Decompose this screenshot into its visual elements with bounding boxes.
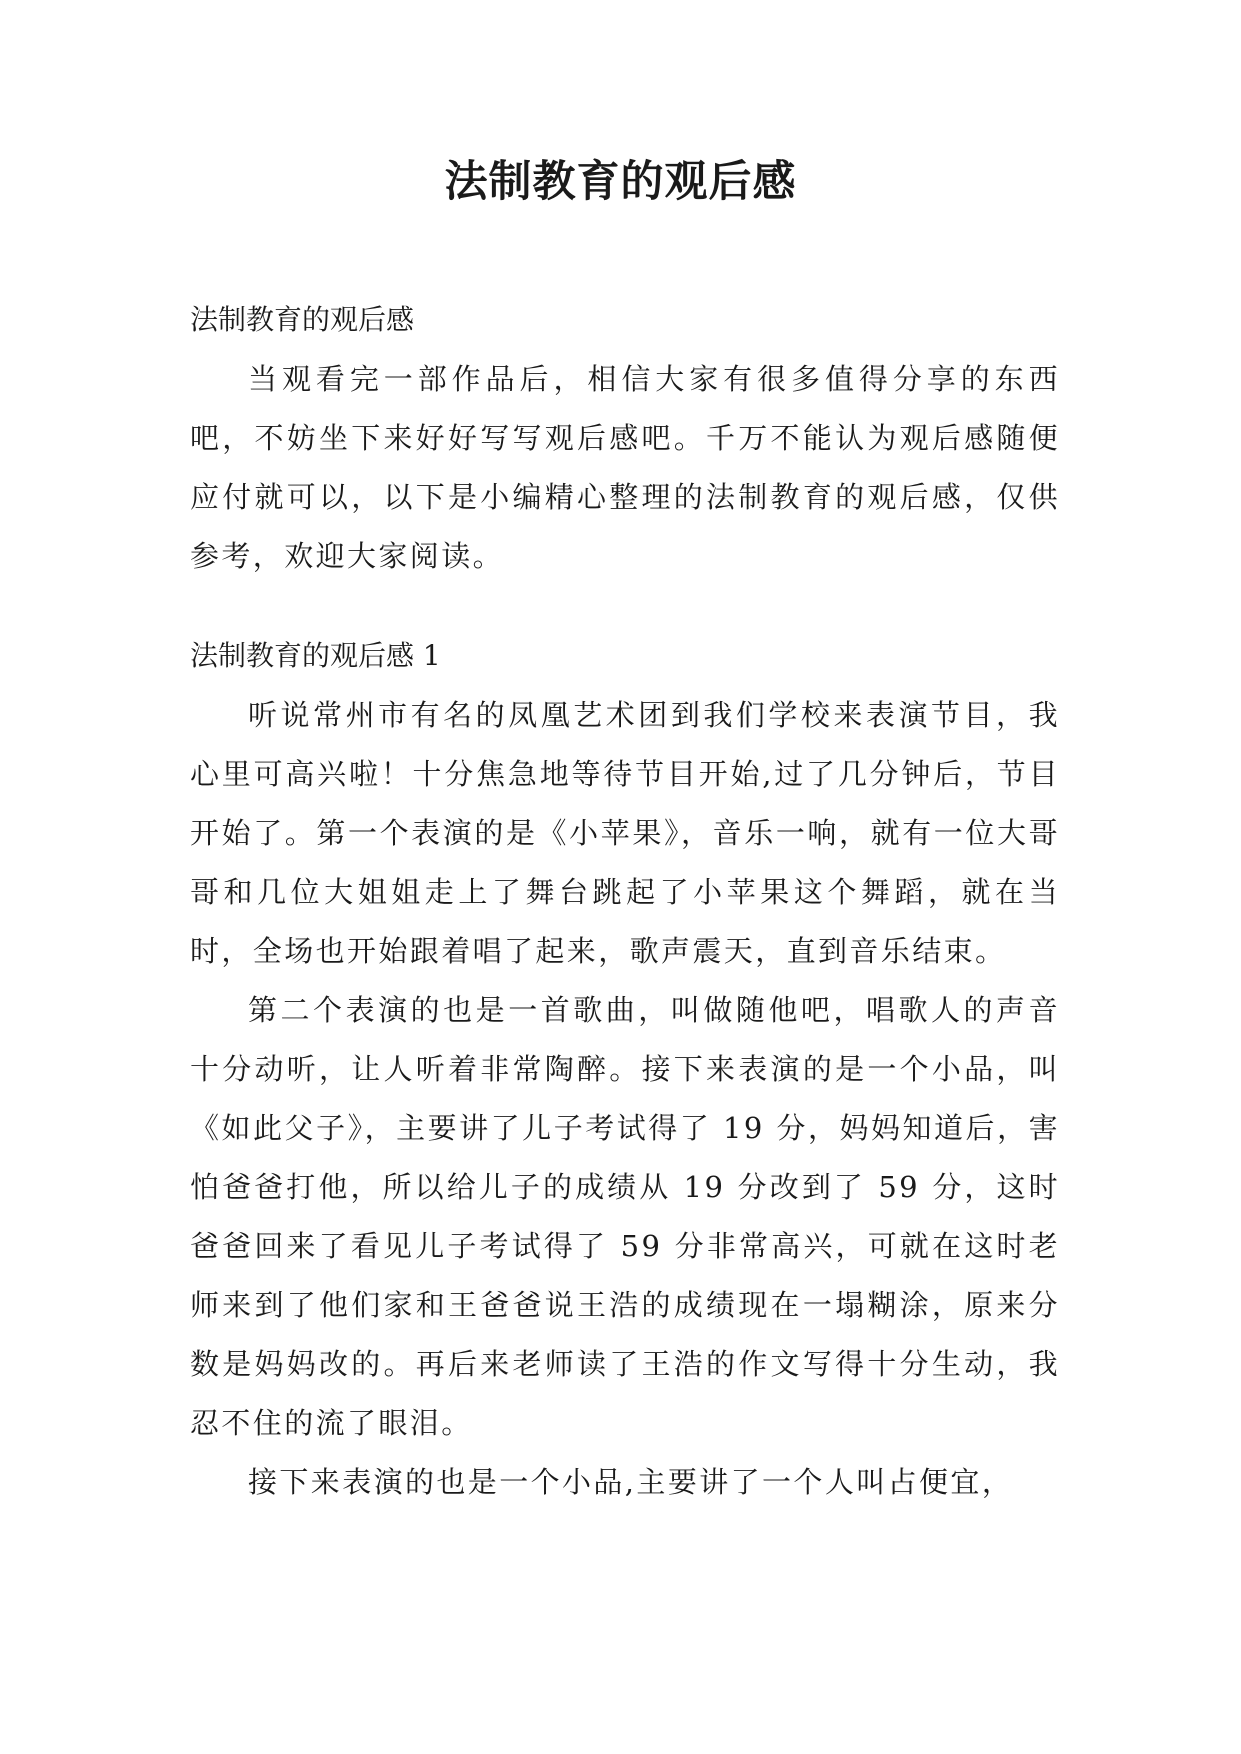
body-paragraph: 第二个表演的也是一首歌曲，叫做随他吧，唱歌人的声音十分动听，让人听着非常陶醉。接下来表演的是一个小品，叫《如此父子》，主要讲了儿子考试得了 19 分，妈妈知道后，害怕爸爸打他，所以给儿子的成绩从 19 分改到了 59 分，这时爸爸回来了看见儿子考试得了 59 分非常高兴，可就在这时老师来到了他们家和王爸爸说王浩的成绩现在一塌糊涂，原来分数是妈妈改的。再后来老师读了王浩的作文写得十分生动，我忍不住的流了眼泪。 [190, 993, 1060, 1440]
body-paragraph: 听说常州市有名的凤凰艺术团到我们学校来表演节目，我心里可高兴啦！十分焦急地等待节目开始,过了几分钟后，节目开始了。第一个表演的是《小苹果》，音乐一响，就有一位大哥哥和几位大姐姐走上了舞台跳起了小苹果这个舞蹈，就在当时，全场也开始跟着唱了起来，歌声震天，直到音乐结束。 [190, 698, 1060, 968]
document-body [190, 290, 1060, 1512]
section-spacer [190, 586, 1060, 626]
body-paragraph: 接下来表演的也是一个小品,主要讲了一个人叫占便宜， [248, 1465, 1014, 1499]
section-heading: 法制教育的观后感 1 [190, 639, 441, 672]
intro-heading: 法制教育的观后感 [190, 303, 415, 336]
document-title: 法制教育的观后感 [444, 157, 797, 207]
intro-paragraph: 当观看完一部作品后，相信大家有很多值得分享的东西吧，不妨坐下来好好写写观后感吧。千万不能认为观后感随便应付就可以，以下是小编精心整理的法制教育的观后感，仅供参考，欢迎大家阅读。 [190, 362, 1060, 573]
